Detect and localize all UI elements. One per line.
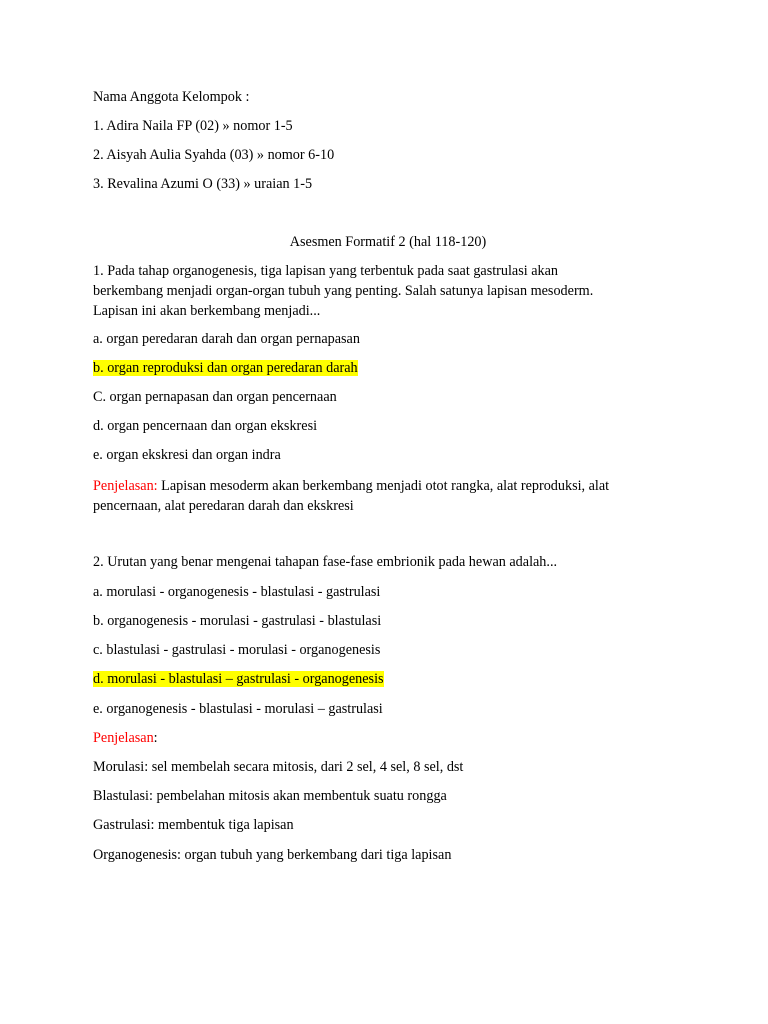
q2-option-a: a. morulasi - organogenesis - blastulasi - gastrulasi	[93, 584, 381, 600]
q2-option-e: e. organogenesis - blastulasi - morulasi – gastrulasi	[93, 701, 383, 717]
question-1-line: 1. Pada tahap organogenesis, tiga lapisan yang terbentuk pada saat gastrulasi akan	[93, 263, 559, 279]
explanation-item: Blastulasi: pembelahan mitosis akan membentuk suatu rongga	[93, 788, 447, 804]
question-1-line: Lapisan ini akan berkembang menjadi...	[93, 303, 321, 319]
question-2-text: 2. Urutan yang benar mengenai tahapan fase-fase embrionik pada hewan adalah...	[93, 554, 558, 570]
group-members-title: Nama Anggota Kelompok :	[93, 89, 250, 105]
explanation-colon: :	[153, 730, 158, 746]
question-1-line: berkembang menjadi organ-organ tubuh yang penting. Salah satunya lapisan mesoderm.	[93, 283, 594, 299]
answer-highlight: b. organ reproduksi dan organ peredaran darah	[93, 360, 358, 376]
q2-explanation-heading	[93, 729, 158, 748]
explanation-item: Organogenesis: organ tubuh yang berkembang dari tiga lapisan	[93, 847, 452, 863]
explanation-item: Morulasi: sel membelah secara mitosis, dari 2 sel, 4 sel, 8 sel, dst	[93, 759, 464, 775]
q1-option-a: a. organ peredaran darah dan organ pernapasan	[93, 331, 360, 347]
explanation-text: Lapisan mesoderm akan berkembang menjadi otot rangka, alat reproduksi, alat	[157, 478, 610, 494]
q2-option-b: b. organogenesis - morulasi - gastrulasi - blastulasi	[93, 613, 382, 629]
q2-option-c: c. blastulasi - gastrulasi - morulasi - organogenesis	[93, 642, 381, 658]
q1-option-d: d. organ pencernaan dan organ ekskresi	[93, 418, 318, 434]
q1-explanation-line: pencernaan, alat peredaran darah dan ekskresi	[93, 498, 354, 514]
explanation-item: Gastrulasi: membentuk tiga lapisan	[93, 817, 294, 833]
q1-option-c: C. organ pernapasan dan organ pencernaan	[93, 389, 337, 405]
q2-option-d-answer	[93, 670, 384, 689]
explanation-label: Penjelasan	[93, 730, 154, 746]
section-title: Asesmen Formatif 2 (hal 118-120)	[289, 234, 487, 250]
q1-option-b-answer	[93, 359, 358, 378]
q1-option-e: e. organ ekskresi dan organ indra	[93, 447, 281, 463]
member-line: 3. Revalina Azumi O (33) » uraian 1-5	[93, 176, 313, 192]
explanation-label: Penjelasan:	[93, 478, 158, 494]
member-line: 1. Adira Naila FP (02) » nomor 1-5	[93, 118, 293, 134]
member-line: 2. Aisyah Aulia Syahda (03) » nomor 6-10	[93, 147, 335, 163]
answer-highlight: d. morulasi - blastulasi – gastrulasi - organogenesis	[93, 671, 384, 687]
q1-explanation-line	[93, 477, 609, 496]
